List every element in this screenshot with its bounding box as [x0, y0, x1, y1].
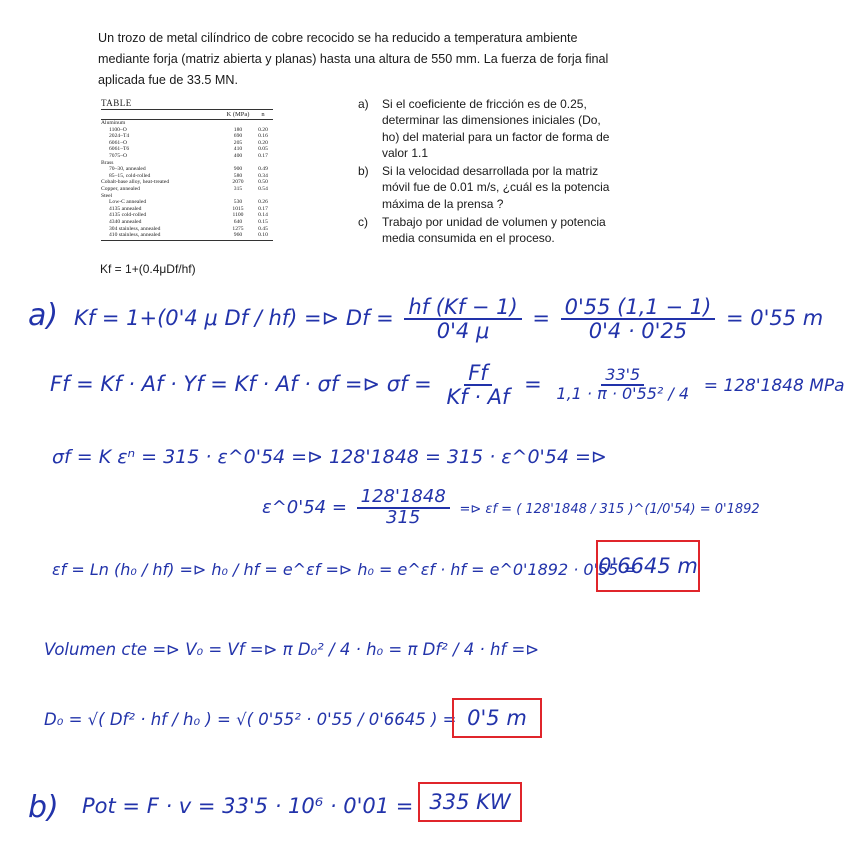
cell-material: 4135 annealed: [109, 205, 142, 212]
table-row: [101, 219, 273, 226]
numerator: hf (Kf − 1): [404, 296, 521, 320]
header-material: [101, 111, 223, 118]
cell-material: Aluminum: [101, 120, 126, 126]
question-text: Si el coeficiente de fricción es de 0.25, determinar las dimensiones iniciales (Do, ho) del material para un factor de forma de valor 1.1: [382, 97, 610, 160]
result-do-box: 0'5 m: [452, 698, 542, 738]
fraction: [561, 296, 716, 342]
question-text: Trabajo por unidad de volumen y potencia media consumida en el proceso.: [382, 215, 606, 246]
table-row: [101, 127, 273, 134]
cell-n: [253, 193, 273, 200]
table-bottom-rule: [101, 240, 273, 241]
cell-material: Cobalt-base alloy, heat-treated: [101, 179, 170, 186]
result: = 128'1848 MPa: [703, 376, 845, 397]
question-a: [358, 96, 620, 161]
result: = 0'55 m: [725, 306, 824, 331]
eq-text: Ff = Kf · Af · Yf = Kf · Af · σf =⊳ σf =: [50, 372, 432, 397]
cell-k: 580: [233, 172, 243, 179]
denominator: 0'4 μ: [436, 319, 490, 344]
cell-k: 960: [233, 232, 243, 239]
header-n: n: [261, 111, 265, 118]
cell-n: 0.50: [258, 179, 268, 186]
fraction: [552, 367, 693, 403]
cell-material: 6061–O: [109, 139, 128, 146]
table-row: [101, 140, 273, 147]
cell-material: 70–30, annealed: [109, 166, 146, 173]
question-text: Si la velocidad desarrollada por la matriz móvil fue de 0.01 m/s, ¿cuál es la potencia máxima de la prensa ?: [382, 164, 610, 211]
denominator: Kf · Af: [446, 385, 510, 410]
cell-material: Low-C annealed: [109, 199, 147, 206]
table-row: [101, 146, 273, 153]
cell-n: 0.10: [258, 232, 268, 239]
eq-text: Kf = 1+(0'4 μ Df / hf) =⊳ Df =: [74, 306, 394, 331]
part-b-label: b): [28, 790, 59, 825]
fraction: [357, 488, 450, 528]
table-body: [101, 120, 273, 239]
table-row: [101, 226, 273, 233]
numerator: 33'5: [601, 367, 644, 386]
cell-material: 4340 annealed: [109, 218, 142, 225]
cell-material: 410 stainless, annealed: [109, 232, 161, 239]
numerator: Ff: [464, 362, 491, 386]
table-row: [101, 186, 273, 193]
cell-material: Steel: [101, 192, 113, 199]
material-table: [101, 98, 273, 241]
cell-material: 6061–T6: [109, 146, 130, 153]
cell-n: 0.49: [258, 166, 268, 173]
cell-k: 530: [233, 199, 243, 206]
cell-k: 1275: [232, 225, 244, 232]
table-row: [101, 120, 273, 127]
cell-n: [253, 120, 273, 127]
form-factor-formula: Kf = 1+(0.4μDf/hf): [100, 262, 196, 276]
cell-n: 0.54: [258, 185, 268, 192]
solution-line-5: εf = Ln (h₀ / hf) =⊳ h₀ / hf = e^εf =⊳ h₀ = e^εf · hf = e^0'1892 · 0'55 =: [52, 560, 637, 579]
question-c: [358, 214, 620, 247]
cell-k: 315: [233, 185, 243, 192]
cell-n: 0.14: [258, 212, 268, 219]
cell-n: 0.34: [258, 172, 268, 179]
cell-k: 2070: [232, 179, 244, 186]
cell-material: 4135 cold-rolled: [109, 212, 147, 219]
cell-k: 900: [233, 166, 243, 173]
cell-material: 304 stainless, annealed: [109, 225, 161, 232]
cell-k: 690: [233, 133, 243, 140]
eq-text: =⊳ εf = ( 128'1848 / 315 )^(1/0'54) = 0'1892: [459, 501, 760, 517]
cell-material: 7075–O: [109, 152, 128, 159]
cell-material: Copper, annealed: [101, 185, 140, 192]
cell-k: 1015: [232, 205, 244, 212]
table-row: [101, 133, 273, 140]
table-row: [101, 153, 273, 160]
cell-k: 205: [233, 139, 243, 146]
cell-k: [223, 193, 253, 200]
table-row: [101, 173, 273, 180]
cell-material: 2024–T4: [109, 133, 130, 140]
cell-n: 0.20: [258, 126, 268, 133]
cell-k: 640: [233, 218, 243, 225]
solution-line-8: Pot = F · v = 33'5 · 10⁶ · 0'01 =: [82, 794, 414, 818]
question-b: [358, 163, 620, 212]
header-k: K (MPa): [226, 111, 250, 118]
result-ho-box: 0'6645 m: [596, 540, 700, 592]
solution-line-2: Ff = Kf · Af · Yf = Kf · Af · σf =⊳ σf = $\frac{Ff}{Kf \cdot Af}$ = $\frac{33'5}{\text{1,1 · π · 0'55² / 4}}$ = 128'1848 MPa: [50, 361, 845, 410]
cell-k: [223, 160, 253, 167]
cell-n: 0.26: [258, 199, 268, 206]
part-a-label: a): [28, 298, 59, 333]
problem-statement: Un trozo de metal cilíndrico de cobre recocido se ha reducido a temperatura ambiente mediante forja (matriz abierta y planas) hasta una altura de 550 mm. La fuerza de forja final aplicada fue de 33.5 MN.: [98, 31, 609, 87]
table-row: [101, 212, 273, 219]
table-row: [101, 193, 273, 200]
solution-line-4: [262, 488, 760, 528]
cell-n: 0.16: [258, 133, 268, 140]
cell-n: 0.15: [258, 218, 268, 225]
table-header: [101, 110, 273, 120]
cell-material: Brass: [101, 159, 114, 166]
solution-line-7: D₀ = √( Df² · hf / h₀ ) = √( 0'55² · 0'55 / 0'6645 ) =: [44, 710, 457, 729]
question-letter: a): [358, 97, 369, 111]
cell-n: 0.20: [258, 139, 268, 146]
cell-n: 0.17: [258, 152, 268, 159]
fraction: [442, 362, 513, 408]
table-title: TABLE: [101, 98, 273, 110]
questions-list: [358, 96, 620, 249]
cell-n: 0.05: [258, 146, 268, 153]
cell-k: 180: [233, 126, 243, 133]
table-row: [101, 179, 273, 186]
denominator: 315: [386, 506, 421, 528]
table-row: [101, 199, 273, 206]
cell-n: [253, 160, 273, 167]
cell-material: 1100–O: [109, 126, 127, 133]
cell-k: 410: [233, 146, 243, 153]
cell-material: 85–15, cold-rolled: [109, 172, 151, 179]
question-letter: c): [358, 215, 368, 230]
fraction: [404, 296, 521, 342]
cell-k: 1100: [232, 212, 244, 219]
cell-k: 400: [233, 152, 243, 159]
table-row: [101, 206, 273, 213]
denominator: 0'4 · 0'25: [588, 319, 688, 344]
question-letter: b): [358, 164, 369, 179]
eq-text: ε^0'54 =: [262, 496, 347, 518]
solution-line-6: Volumen cte =⊳ V₀ = Vf =⊳ π D₀² / 4 · h₀ = π Df² / 4 · hf =⊳: [44, 640, 540, 659]
result-power-box: 335 KW: [418, 782, 522, 822]
numerator: 0'55 (1,1 − 1): [561, 296, 716, 320]
table-row: [101, 232, 273, 239]
cell-n: 0.17: [258, 205, 268, 212]
table-row: [101, 166, 273, 173]
solution-line-1: Kf = 1+(0'4 μ Df / hf) =⊳ Df = $\frac{hf (Kf - 1)}{0'4 \mu}$ = $\frac{0'55 (1,1 - 1)}{0'4 \cdot 0'25}$ = 0'55 m: [74, 295, 824, 344]
numerator: 128'1848: [357, 488, 450, 509]
cell-k: [223, 120, 253, 127]
cell-n: 0.45: [258, 225, 268, 232]
table-row: [101, 160, 273, 167]
denominator: 1,1 · π · 0'55² / 4: [556, 384, 690, 404]
solution-line-3: σf = K εⁿ = 315 · ε^0'54 =⊳ 128'1848 = 315 · ε^0'54 =⊳: [52, 446, 607, 468]
